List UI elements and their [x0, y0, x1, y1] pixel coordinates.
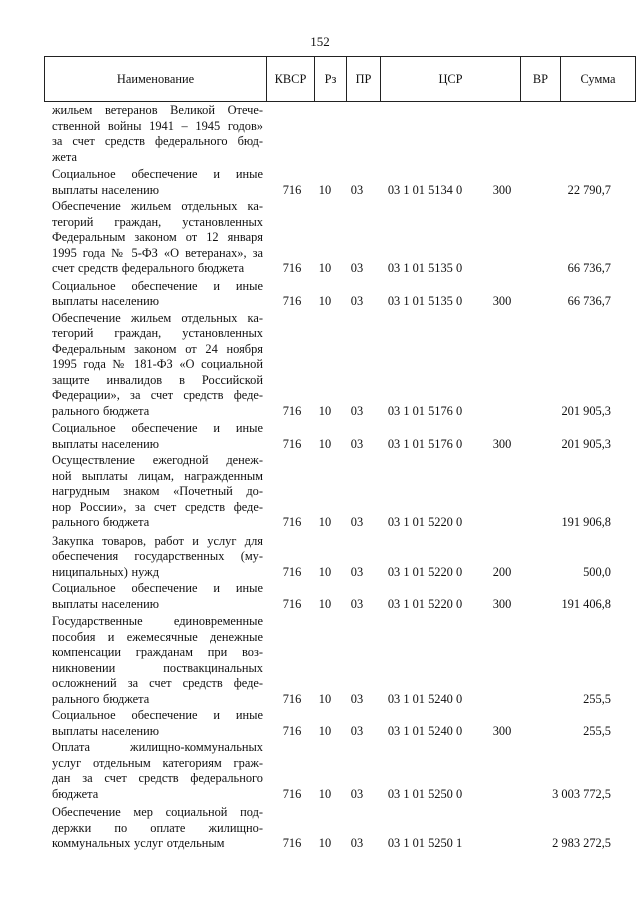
row-name-line: за счет средств федерального бюд- — [52, 134, 263, 148]
header-rz: Рз — [314, 57, 346, 101]
cell-sum: 66 736,7 — [567, 261, 611, 275]
row-name-line: держки по оплате жилищно- — [52, 820, 263, 835]
cell-pr: 03 — [350, 596, 364, 611]
header-csr: ЦСР — [380, 57, 520, 101]
cell-pr: 03 — [350, 564, 364, 579]
cell-vr: 300 — [492, 294, 512, 308]
cell-kvsr: 716 — [282, 723, 302, 738]
cell-pr: 03 — [350, 691, 364, 706]
row-name-line: рального бюджета — [52, 515, 150, 529]
row-name — [52, 581, 263, 612]
cell-sum: 2 983 272,5 — [552, 836, 611, 850]
cell-csr: 03 1 01 5176 0 — [387, 403, 463, 418]
cell-kvsr: 716 — [282, 182, 302, 197]
cell-kvsr: 716 — [282, 596, 302, 611]
cell-pr: 03 — [350, 436, 364, 451]
row-name-line: выплаты населению — [52, 294, 159, 308]
cell-rz: 10 — [318, 691, 332, 706]
cell-csr: 03 1 01 5240 0 — [387, 723, 463, 738]
row-name — [52, 453, 263, 531]
row-name-line: тегорий граждан, установленных — [52, 326, 263, 340]
cell-sum: 191 406,8 — [561, 596, 611, 611]
cell-kvsr: 716 — [282, 294, 302, 308]
row-name-line: никновении поствакцинальных — [52, 660, 263, 675]
cell-vr: 300 — [492, 182, 512, 197]
row-name-line: тегорий граждан, установленных — [52, 214, 263, 229]
row-name-line: Социальное обеспечение и иные — [52, 421, 263, 435]
row-name-line: Закупка товаров, работ и услуг для — [52, 533, 263, 548]
row-name-line: Обеспечение мер социальной под- — [52, 805, 263, 819]
row-name — [52, 103, 263, 165]
cell-rz: 10 — [318, 564, 332, 579]
cell-kvsr: 716 — [282, 436, 302, 451]
table-row — [52, 279, 636, 310]
row-name-line: 1995 года № 181-ФЗ «О социальной — [52, 357, 263, 371]
row-name-line: выплаты населению — [52, 436, 159, 451]
cell-rz: 10 — [318, 596, 332, 611]
row-name-line: выплаты населению — [52, 182, 159, 197]
table-row — [52, 311, 636, 420]
row-name-line: коммунальных услуг отдельным — [52, 836, 225, 850]
row-name-line: 1995 года № 5-ФЗ «О ветеранах», за — [52, 245, 263, 260]
cell-kvsr: 716 — [282, 564, 302, 579]
header-kvsr: КВСР — [266, 57, 314, 101]
cell-kvsr: 716 — [282, 691, 302, 706]
row-name-line: Социальное обеспечение и иные — [52, 167, 263, 181]
page-number: 152 — [310, 34, 330, 49]
cell-csr: 03 1 01 5250 1 — [387, 836, 463, 850]
cell-pr: 03 — [350, 836, 364, 850]
row-name-line: Социальное обеспечение и иные — [52, 708, 263, 722]
cell-sum: 201 905,3 — [561, 403, 611, 418]
row-name-line: Федерации», за счет средств феде- — [52, 388, 263, 402]
row-name-line: ниципальных) нужд — [52, 564, 160, 579]
cell-sum: 22 790,7 — [567, 182, 611, 197]
row-name-line: выплаты населению — [52, 596, 159, 611]
row-name-line: осложнений за счет средств феде- — [52, 676, 263, 690]
row-name-line: бюджета — [52, 786, 99, 801]
cell-vr: 300 — [492, 436, 512, 451]
row-name-line: пособия и ежемесячные денежные — [52, 629, 263, 644]
row-name — [52, 167, 263, 198]
cell-kvsr: 716 — [282, 515, 302, 529]
table-row — [52, 740, 636, 802]
row-name — [52, 421, 263, 452]
cell-sum: 255,5 — [583, 691, 611, 706]
row-name-line: ной выплаты лицам, награжденным — [52, 468, 263, 483]
cell-kvsr: 716 — [282, 261, 302, 275]
cell-sum: 201 905,3 — [561, 436, 611, 451]
cell-csr: 03 1 01 5220 0 — [387, 596, 463, 611]
cell-rz: 10 — [318, 294, 332, 308]
header-pr: ПР — [346, 57, 380, 101]
row-name-line: ственной войны 1941 – 1945 годов» — [52, 118, 263, 133]
row-name-line: Осуществление ежегодной денеж- — [52, 453, 263, 467]
cell-pr: 03 — [350, 403, 364, 418]
cell-csr: 03 1 01 5135 0 — [387, 261, 463, 275]
row-name — [52, 614, 263, 707]
row-name-line: защите инвалидов в Российской — [52, 372, 263, 387]
cell-vr: 300 — [492, 596, 512, 611]
row-name-line: нор России», за счет средств феде- — [52, 499, 263, 514]
row-name — [52, 199, 263, 277]
row-name-line: жета — [52, 149, 77, 164]
cell-kvsr: 716 — [282, 836, 302, 850]
table-row — [52, 199, 636, 277]
row-name-line: Социальное обеспечение и иные — [52, 278, 263, 293]
row-name-line: выплаты населению — [52, 723, 159, 738]
cell-kvsr: 716 — [282, 403, 302, 418]
cell-sum: 500,0 — [583, 564, 611, 579]
cell-csr: 03 1 01 5250 0 — [387, 786, 463, 801]
table-row — [52, 708, 636, 739]
cell-csr: 03 1 01 5220 0 — [387, 515, 463, 529]
cell-rz: 10 — [318, 723, 332, 738]
table-row — [52, 167, 636, 198]
table-row — [52, 805, 636, 852]
row-name-line: Федеральным законом от 24 ноября — [52, 341, 263, 356]
cell-pr: 03 — [350, 182, 364, 197]
row-name-line: жильем ветеранов Великой Отече- — [52, 103, 263, 117]
cell-pr: 03 — [350, 723, 364, 738]
row-name — [52, 740, 263, 802]
cell-rz: 10 — [318, 786, 332, 801]
row-name-line: дан за счет средств федерального — [52, 771, 263, 785]
cell-vr: 300 — [492, 723, 512, 738]
cell-pr: 03 — [350, 261, 364, 275]
table-row — [52, 453, 636, 531]
row-name — [52, 311, 263, 420]
cell-csr: 03 1 01 5134 0 — [387, 182, 463, 197]
header-name: Наименование — [44, 57, 266, 101]
table-body — [52, 103, 636, 852]
row-name-line: рального бюджета — [52, 403, 150, 418]
row-name-line: Государственные единовременные — [52, 614, 263, 628]
row-name-line: Оплата жилищно-коммунальных — [52, 740, 263, 754]
table-row — [52, 534, 636, 581]
row-name-line: услуг отдельным категориям граж- — [52, 755, 263, 770]
table-header — [44, 56, 636, 102]
cell-rz: 10 — [318, 182, 332, 197]
cell-rz: 10 — [318, 261, 332, 275]
row-name — [52, 805, 263, 852]
cell-rz: 10 — [318, 403, 332, 418]
cell-rz: 10 — [318, 836, 332, 850]
cell-sum: 3 003 772,5 — [552, 786, 611, 801]
cell-rz: 10 — [318, 436, 332, 451]
cell-csr: 03 1 01 5176 0 — [387, 436, 463, 451]
cell-pr: 03 — [350, 294, 364, 308]
table-row — [52, 614, 636, 707]
row-name — [52, 534, 263, 581]
row-name-line: компенсации гражданам при воз- — [52, 645, 263, 659]
row-name-line: Обеспечение жильем отдельных ка- — [52, 199, 263, 213]
cell-sum: 191 906,8 — [561, 515, 611, 529]
cell-kvsr: 716 — [282, 786, 302, 801]
header-vr: ВР — [520, 57, 560, 101]
row-name — [52, 279, 263, 310]
table-row — [52, 421, 636, 452]
row-name-line: нагрудным знаком «Почетный до- — [52, 484, 263, 498]
row-name-line: рального бюджета — [52, 691, 150, 706]
row-name-line: счет средств федерального бюджета — [52, 261, 245, 275]
row-name-line: Обеспечение жильем отдельных ка- — [52, 310, 263, 325]
cell-sum: 66 736,7 — [567, 294, 611, 308]
cell-csr: 03 1 01 5220 0 — [387, 564, 463, 579]
cell-sum: 255,5 — [583, 723, 611, 738]
cell-rz: 10 — [318, 515, 332, 529]
table-row — [52, 581, 636, 612]
cell-csr: 03 1 01 5135 0 — [387, 294, 463, 308]
cell-pr: 03 — [350, 786, 364, 801]
cell-vr: 200 — [492, 564, 512, 579]
row-name-line: обеспечения государственных (му- — [52, 549, 263, 563]
cell-csr: 03 1 01 5240 0 — [387, 691, 463, 706]
table-row — [52, 103, 636, 165]
row-name — [52, 708, 263, 739]
row-name-line: Социальное обеспечение и иные — [52, 581, 263, 595]
row-name-line: Федеральным законом от 12 января — [52, 230, 263, 244]
header-sum: Сумма — [560, 57, 636, 101]
cell-pr: 03 — [350, 515, 364, 529]
